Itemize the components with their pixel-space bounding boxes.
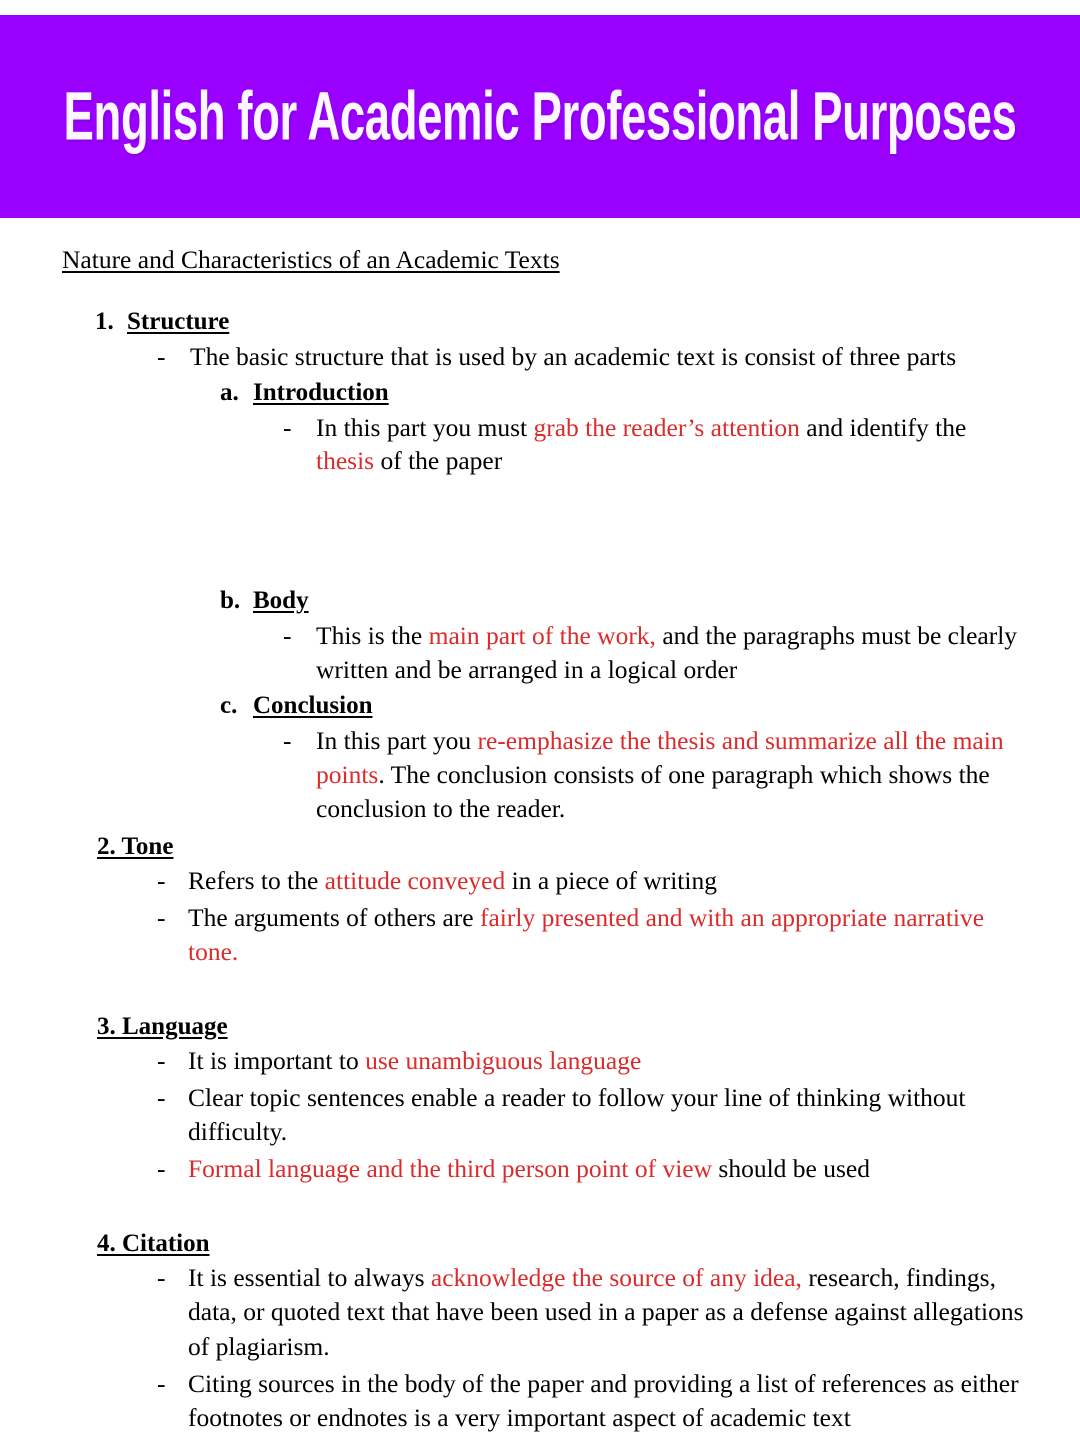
highlighted-text: use unambiguous language [365, 1045, 642, 1075]
dash-bullet-icon: - [283, 621, 292, 651]
dash-bullet-icon: - [157, 1153, 166, 1183]
subsection-letter: c. [220, 692, 238, 720]
list-item-text [188, 1367, 1080, 1436]
dash-bullet-icon: - [157, 1262, 166, 1292]
page-header-banner [0, 15, 1080, 218]
dash-bullet-icon: - [157, 1082, 166, 1112]
highlighted-text: grab the reader’s attention [533, 412, 800, 442]
list-item [157, 901, 1080, 970]
vertical-spacer [0, 478, 1080, 586]
list-item [283, 724, 1080, 826]
highlighted-text: re-emphasize the thesis and summarize all the main points [316, 726, 1004, 790]
list-item [283, 411, 1080, 479]
highlighted-text: Formal language and the third person point of view [188, 1153, 713, 1183]
list-item-text: The basic structure that is used by an academic text is consist of three parts [190, 341, 957, 371]
subsection-heading-introduction [220, 378, 1080, 408]
document-body [0, 218, 1080, 1436]
plain-text: in a piece of writing [505, 865, 717, 895]
section-title: 3. Language [97, 1012, 228, 1040]
list-item-text [316, 411, 1080, 479]
list-item [157, 864, 1080, 899]
dash-bullet-icon: - [157, 902, 166, 932]
subsection-title: Body [253, 587, 309, 615]
subsection-title: Introduction [253, 378, 389, 406]
highlighted-text: thesis [316, 446, 375, 476]
plain-text: It is essential to always [188, 1262, 431, 1292]
list-item [157, 1261, 1080, 1365]
list-item-text [188, 1152, 1080, 1187]
subsection-title: Conclusion [253, 692, 373, 720]
section-heading-citation [97, 1229, 1080, 1259]
plain-text: of the paper [374, 446, 503, 476]
highlighted-text: main part of the work, [428, 621, 656, 651]
plain-text: research, findings, data, or quoted text that have been used in a paper as a defense against allegations of plagiarism. [188, 1262, 1024, 1361]
plain-text: and the paragraphs must be clearly written and be arranged in a logical order [316, 621, 1018, 685]
list-item [157, 340, 1080, 374]
subsection-letter: b. [220, 587, 241, 615]
list-item [157, 1152, 1080, 1187]
section-heading-language [97, 1012, 1080, 1042]
section-title: 4. Citation [97, 1229, 210, 1257]
list-item-text [188, 901, 1080, 970]
list-item-text [188, 1261, 1080, 1365]
vertical-spacer [0, 1187, 1080, 1229]
subsection-heading-body [220, 586, 1080, 616]
list-item-text [188, 1081, 1080, 1150]
list-item-text [188, 1044, 1080, 1079]
plain-text: and identify the [799, 412, 967, 442]
plain-text: The arguments of others are [188, 902, 480, 932]
subsection-letter: a. [220, 378, 239, 406]
document-subtitle [62, 245, 1080, 276]
list-item-text [316, 619, 1080, 687]
plain-text: In this part you [316, 726, 478, 756]
list-item [157, 1367, 1080, 1436]
dash-bullet-icon: - [157, 341, 166, 371]
list-item [283, 619, 1080, 687]
plain-text: . The conclusion consists of one paragraph which shows the conclusion to the reader. [316, 760, 990, 823]
dash-bullet-icon: - [283, 726, 292, 756]
plain-text: This is the [316, 621, 429, 651]
vertical-spacer [0, 970, 1080, 1012]
plain-text: Citing sources in the body of the paper and providing a list of references as either footnotes or endnotes is a very important aspect of academic text [188, 1368, 1019, 1433]
section-title: 2. Tone [97, 832, 174, 860]
plain-text: Refers to the [188, 865, 325, 895]
plain-text: Clear topic sentences enable a reader to follow your line of thinking without difficulty. [188, 1082, 966, 1147]
list-item [157, 1081, 1080, 1150]
section-title: Structure [127, 307, 230, 335]
dash-bullet-icon: - [283, 412, 292, 442]
list-item-text [316, 724, 1080, 826]
section-heading-tone [97, 832, 1080, 862]
list-item [157, 1044, 1080, 1079]
plain-text: In this part you must [316, 412, 534, 442]
list-item-text [188, 864, 1080, 899]
dash-bullet-icon: - [157, 865, 166, 895]
dash-bullet-icon: - [157, 1045, 166, 1075]
section-number: 1. [95, 307, 114, 335]
highlighted-text: fairly presented and with an appropriate narrative tone. [188, 902, 985, 967]
highlighted-text: acknowledge the source of any idea, [430, 1262, 802, 1292]
plain-text: should be used [712, 1153, 870, 1183]
dash-bullet-icon: - [157, 1368, 166, 1398]
subsection-heading-conclusion [220, 691, 1080, 721]
page-title: English for Academic Professional Purposes [63, 78, 1017, 155]
document-subtitle-text: Nature and Characteristics of an Academic Texts [62, 245, 560, 274]
section-heading-structure [95, 307, 1080, 337]
plain-text: It is important to [188, 1045, 366, 1075]
highlighted-text: attitude conveyed [324, 865, 506, 895]
